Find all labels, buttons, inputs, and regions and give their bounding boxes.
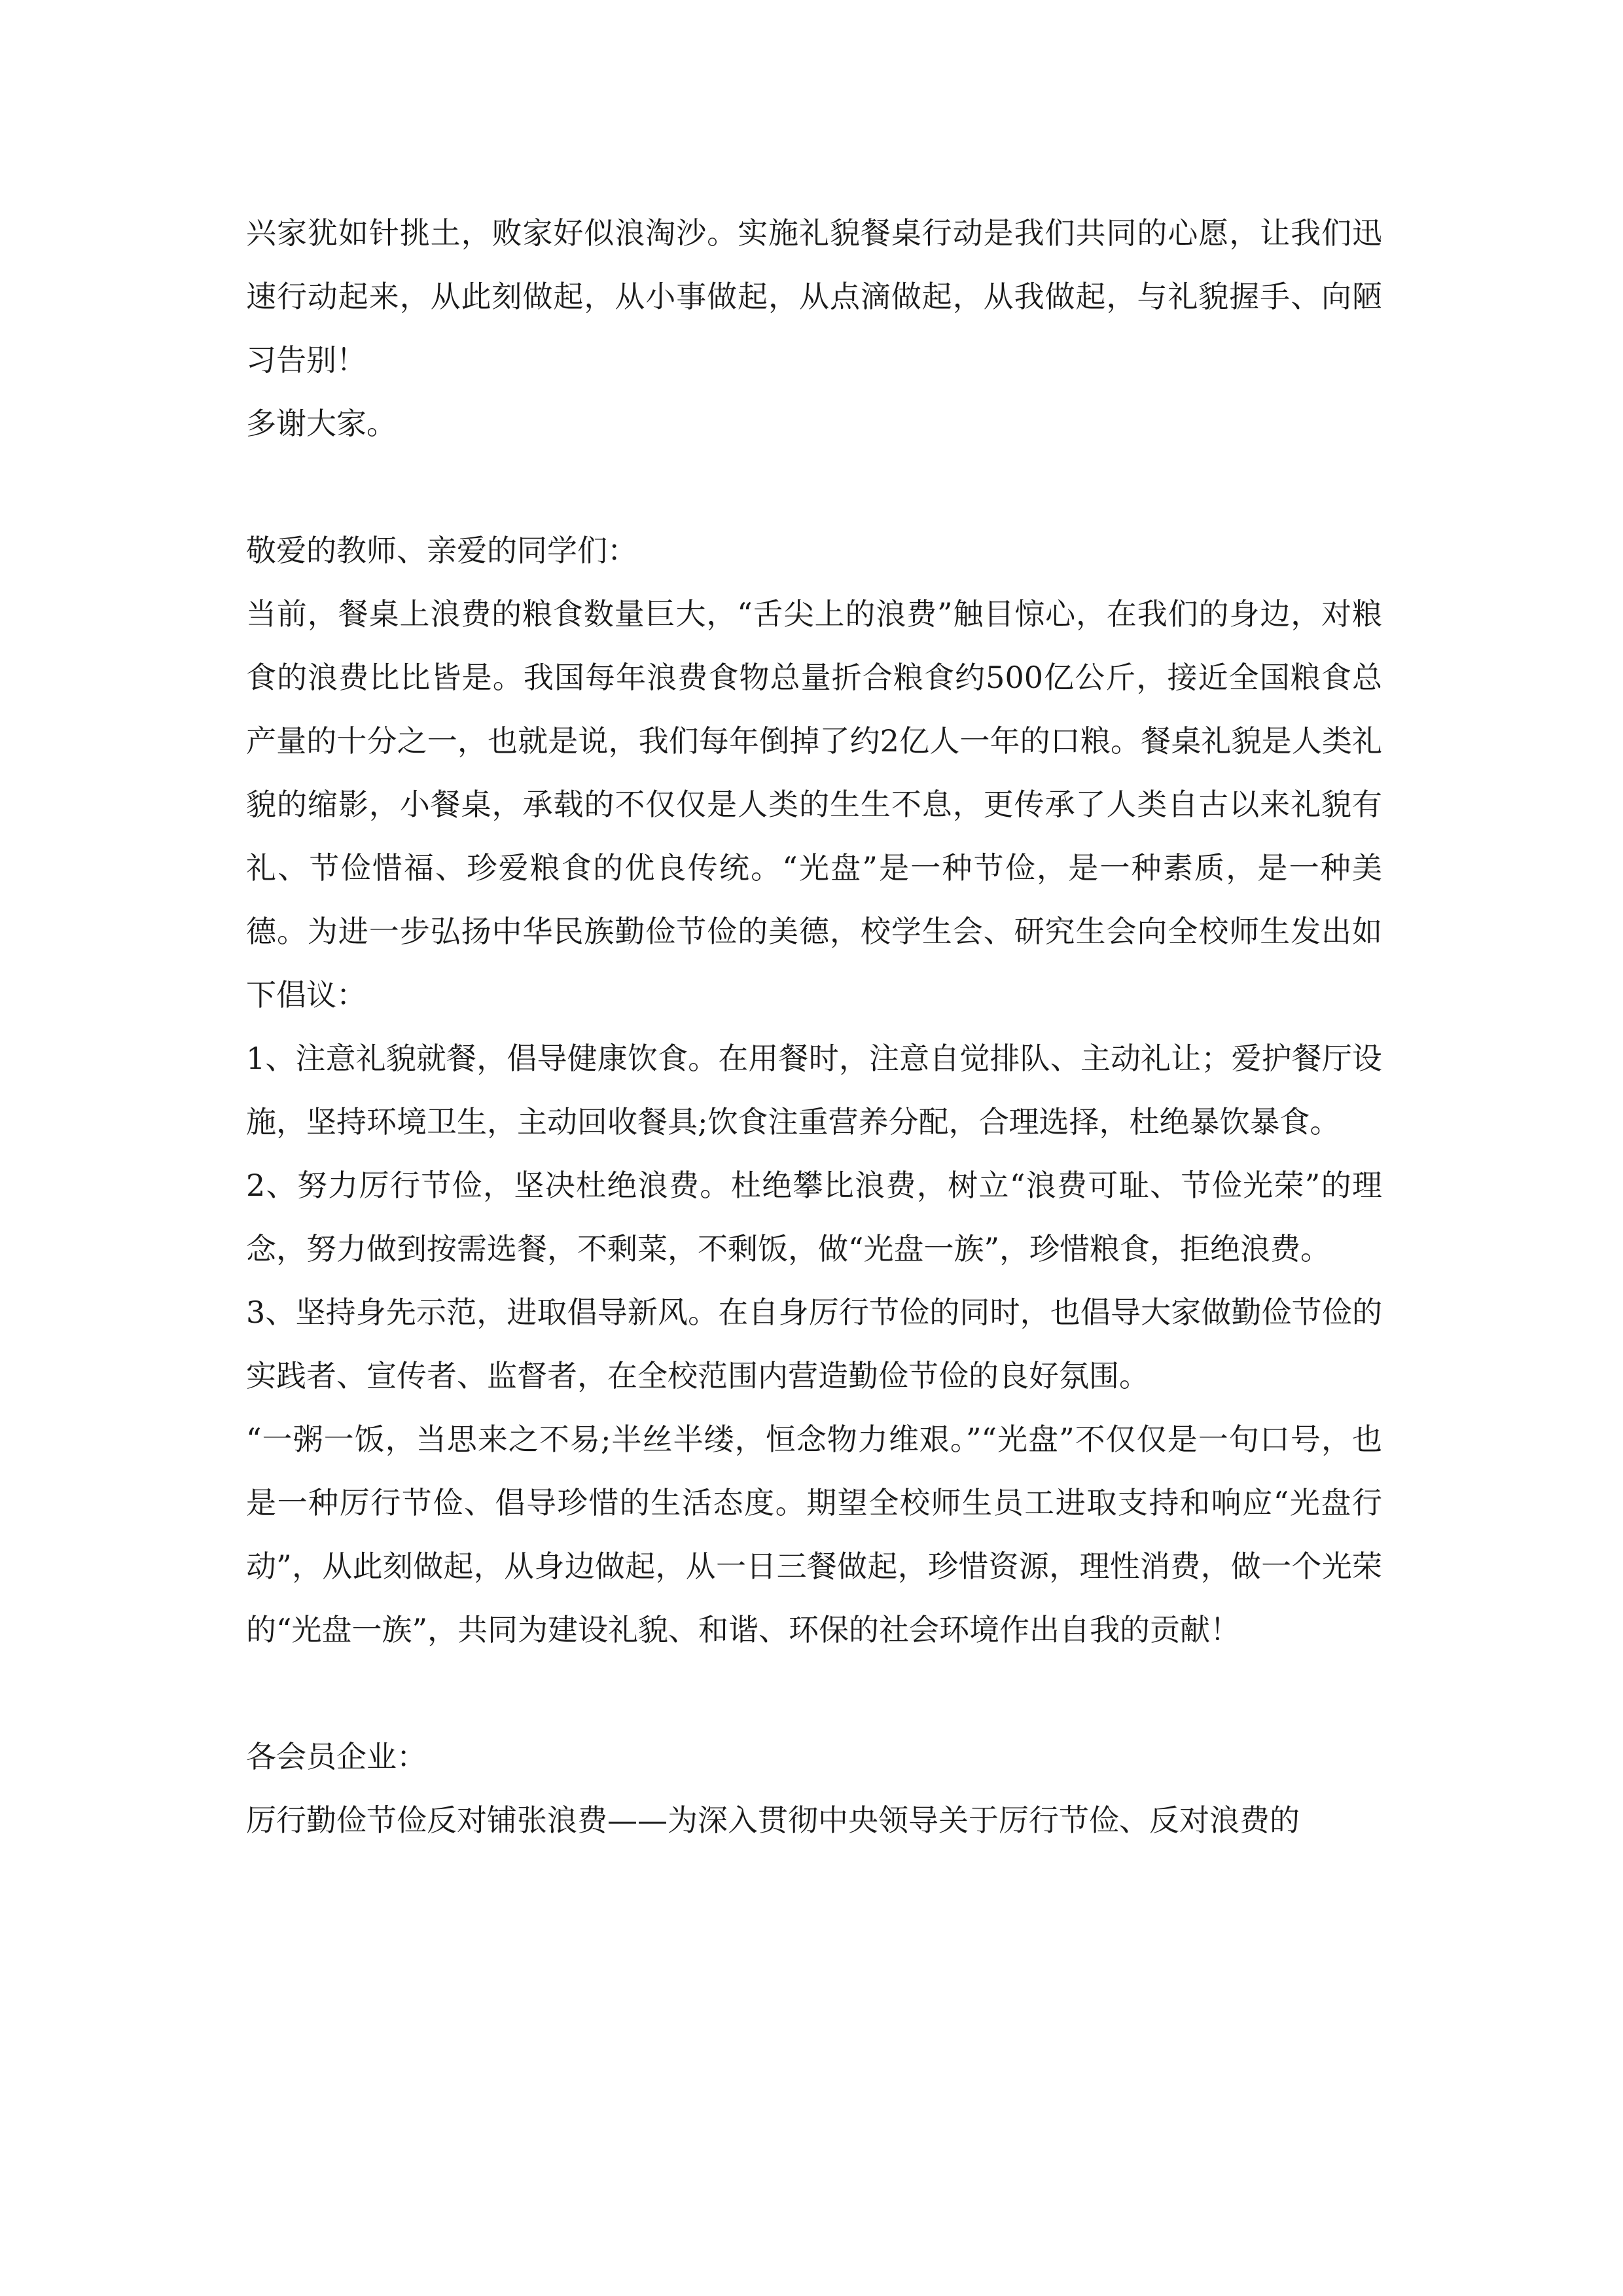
thanks-line: 多谢大家。 <box>246 406 397 441</box>
proposal-item-1: 1、注意礼貌就餐，倡导健康饮食。在用餐时，注意自觉排队、主动礼让；爱护餐厅设施，坚持环境卫生，主动回收餐具;饮食注重营养分配，合理选择，杜绝暴饮暴食。 <box>246 1041 1382 1139</box>
closing-quote-paragraph: “一粥一饭，当思来之不易;半丝半缕，恒念物力维艰。”“光盘”不仅仅是一句口号，也是一种厉行节俭、倡导珍惜的生活态度。期望全校师生员工进取支持和响应“光盘行动”，从此刻做起，从身边做起，从一日三餐做起，珍惜资源，理性消费，做一个光荣的“光盘一族”，共同为建设礼貌、和谐、环保的社会环境作出自我的贡献！ <box>246 1422 1382 1647</box>
salutation-member-companies: 各会员企业： <box>246 1739 427 1774</box>
salutation-teachers-students: 敬爱的教师、亲爱的同学们： <box>246 533 637 568</box>
member-intro-paragraph: 厉行勤俭节俭反对铺张浪费——为深入贯彻中央领导关于厉行节俭、反对浪费的 <box>246 1803 1300 1838</box>
closing-paragraph: 兴家犹如针挑土，败家好似浪淘沙。实施礼貌餐桌行动是我们共同的心愿，让我们迅速行动起来，从此刻做起，从小事做起，从点滴做起，从我做起，与礼貌握手、向陋习告别！ <box>246 215 1382 378</box>
intro-paragraph: 当前，餐桌上浪费的粮食数量巨大，“舌尖上的浪费”触目惊心，在我们的身边，对粮食的浪费比比皆是。我国每年浪费食物总量折合粮食约500亿公斤，接近全国粮食总产量的十分之一，也就是说，我们每年倒掉了约2亿人一年的口粮。餐桌礼貌是人类礼貌的缩影，小餐桌，承载的不仅仅是人类的生生不息，更传承了人类自古以来礼貌有礼、节俭惜福、珍爱粮食的优良传统。“光盘”是一种节俭，是一种素质，是一种美德。为进一步弘扬中华民族勤俭节俭的美德，校学生会、研究生会向全校师生发出如下倡议： <box>246 596 1382 1013</box>
document-body <box>246 202 1382 1852</box>
section-spacer <box>246 456 1382 519</box>
proposal-item-3: 3、坚持身先示范，进取倡导新风。在自身厉行节俭的同时，也倡导大家做勤俭节俭的实践者、宣传者、监督者，在全校范围内营造勤俭节俭的良好氛围。 <box>246 1295 1382 1393</box>
section-spacer <box>246 1662 1382 1725</box>
proposal-item-2: 2、努力厉行节俭，坚决杜绝浪费。杜绝攀比浪费，树立“浪费可耻、节俭光荣”的理念，努力做到按需选餐，不剩菜，不剩饭，做“光盘一族”，珍惜粮食，拒绝浪费。 <box>246 1168 1382 1266</box>
